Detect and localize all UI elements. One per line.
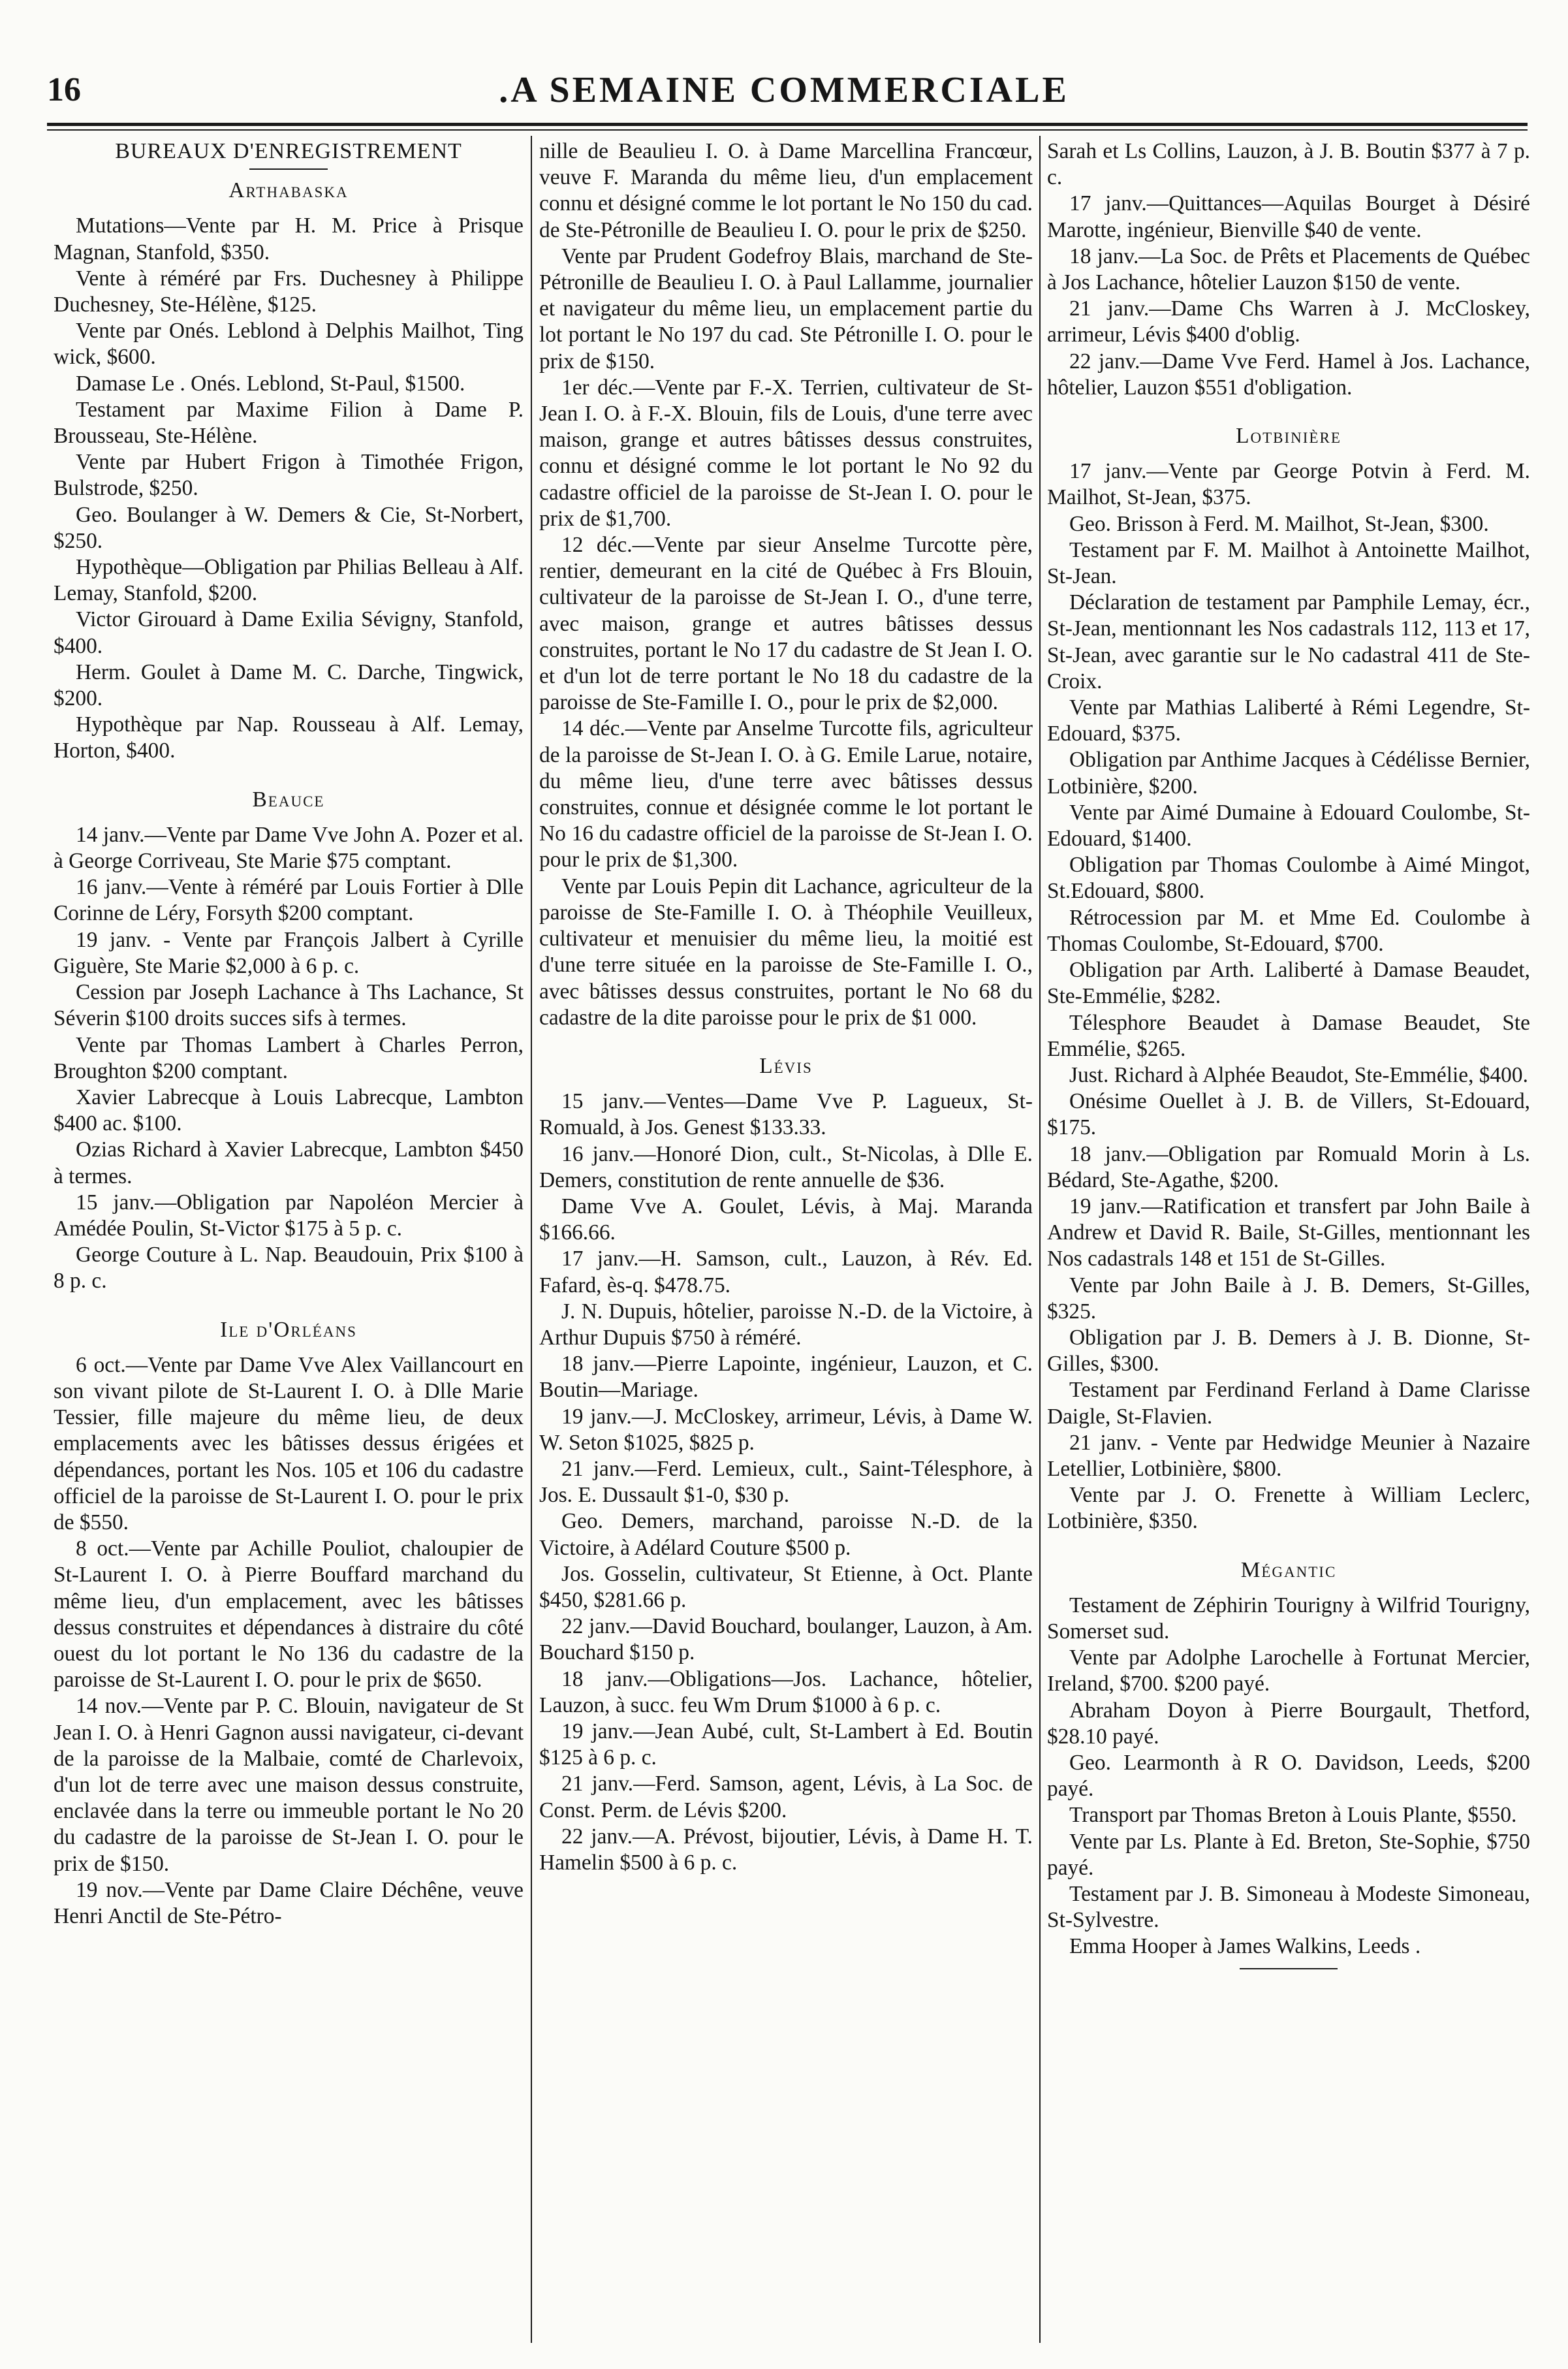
page-number: 16 <box>47 71 81 108</box>
section-heading: Lotbinière <box>1236 424 1341 449</box>
entry-paragraph: 6 oct.—Vente par Dame Vve Alex Vaillancourt en son vivant pilote de St-Laurent I. O. à Dlle Marie Tessier, fille majeure du même lieu, de deux emplacements avec les bâtisses dessus érigées et dépendances, portant les Nos. 105 et 106 du cadastre officiel de la paroisse de St-Laurent I. O. pour le prix de $550. <box>54 1352 524 1534</box>
entry-paragraph: 18 janv.—Pierre Lapointe, ingénieur, Lauzon, et C. Boutin—Mariage. <box>539 1352 1033 1403</box>
entry-paragraph: 21 janv.—Ferd. Samson, agent, Lévis, à La Soc. de Const. Perm. de Lévis $200. <box>539 1772 1033 1822</box>
entry-paragraph: 22 janv.—David Bouchard, boulanger, Lauzon, à Am. Bouchard $150 p. <box>539 1614 1033 1665</box>
entry-paragraph: Testament par F. M. Mailhot à Antoinette Mailhot, St-Jean. <box>1047 537 1530 589</box>
entry-paragraph: Vente par Thomas Lambert à Charles Perron, Broughton $200 comptant. <box>54 1032 524 1083</box>
entry-paragraph: 22 janv.—A. Prévost, bijoutier, Lévis, à Dame H. T. Hamelin $500 à 6 p. c. <box>539 1824 1033 1875</box>
entry-paragraph: Damase Le . Onés. Leblond, St-Paul, $1500. <box>76 371 465 396</box>
entry-paragraph: Geo. Learmonth à R O. Davidson, Leeds, $200 payé. <box>1047 1750 1530 1802</box>
entry-paragraph: Mutations—Vente par H. M. Price à Prisque Magnan, Stanfold, $350. <box>54 214 524 264</box>
entry-paragraph: Vente à réméré par Frs. Duchesney à Philippe Duchesney, Ste-Hélène, $125. <box>54 266 524 317</box>
title-separator <box>249 168 328 170</box>
entry-paragraph: Emma Hooper à James Walkins, Leeds . <box>1069 1934 1421 1959</box>
entry-paragraph: Dame Vve A. Goulet, Lévis, à Maj. Maranda $166.66. <box>539 1194 1033 1245</box>
entry-paragraph: 19 janv.—Ratification et transfert par John Baile à Andrew et David R. Baile, St-Gilles, mentionnant les Nos cadastrals 148 et 151 de St-Gilles. <box>1047 1194 1530 1271</box>
entry-paragraph: Just. Richard à Alphée Beaudot, Ste-Emmélie, $400. <box>1069 1062 1528 1087</box>
entry-paragraph: 15 janv.—Obligation par Napoléon Mercier à Amédée Poulin, St-Victor $175 à 5 p. c. <box>54 1190 524 1241</box>
entry-paragraph: 21 janv.—Ferd. Lemieux, cult., Saint-Télesphore, à Jos. E. Dussault $1-0, $30 p. <box>539 1456 1033 1508</box>
section-heading: Arthabaska <box>228 178 349 203</box>
column-left <box>54 138 524 2343</box>
entry-paragraph: Transport par Thomas Breton à Louis Plante, $550. <box>1069 1803 1517 1828</box>
entry-paragraph: Obligation par Anthime Jacques à Cédélisse Bernier, Lotbinière, $200. <box>1047 748 1530 799</box>
entry-paragraph: 18 janv.—La Soc. de Prêts et Placements de Québec à Jos Lachance, hôtelier Lauzon $150 de vente. <box>1047 244 1530 295</box>
entry-paragraph: Herm. Goulet à Dame M. C. Darche, Tingwick, $200. <box>54 660 524 711</box>
column-title: BUREAUX D'ENREGISTREMENT <box>115 139 462 163</box>
entry-paragraph: Vente par Aimé Dumaine à Edouard Coulombe, St-Edouard, $1400. <box>1047 800 1530 851</box>
entry-paragraph: 21 janv.—Dame Chs Warren à J. McCloskey, arrimeur, Lévis $400 d'oblig. <box>1047 296 1530 347</box>
section-heading: Lévis <box>759 1053 813 1078</box>
entry-paragraph: Geo. Demers, marchand, paroisse N.-D. de la Victoire, à Adélard Couture $500 p. <box>539 1509 1033 1560</box>
entry-paragraph: 17 janv.—Quittances—Aquilas Bourget à Désiré Marotte, ingénieur, Bienville $40 de vente. <box>1047 191 1530 242</box>
entry-paragraph: 21 janv. - Vente par Hedwidge Meunier à Nazaire Letellier, Lotbinière, $800. <box>1047 1430 1530 1481</box>
entry-paragraph: 18 janv.—Obligation par Romuald Morin à Ls. Bédard, Ste-Agathe, $200. <box>1047 1141 1530 1192</box>
entry-paragraph: Testament par Ferdinand Ferland à Dame Clarisse Daigle, St-Flavien. <box>1047 1378 1530 1429</box>
entry-paragraph: 19 janv.—Jean Aubé, cult, St-Lambert à Ed. Boutin $125 à 6 p. c. <box>539 1719 1033 1770</box>
entry-paragraph: Vente par Onés. Leblond à Delphis Mailhot, Ting wick, $600. <box>54 319 524 370</box>
entry-paragraph: Vente par Mathias Laliberté à Rémi Legendre, St-Edouard, $375. <box>1047 695 1530 746</box>
entry-paragraph: Sarah et Ls Collins, Lauzon, à J. B. Boutin $377 à 7 p. c. <box>1047 139 1530 190</box>
entry-paragraph: Vente par Hubert Frigon à Timothée Frigon, Bulstrode, $250. <box>54 450 524 501</box>
entry-paragraph: Testament par J. B. Simoneau à Modeste Simoneau, St-Sylvestre. <box>1047 1882 1530 1933</box>
entry-paragraph: Testament de Zéphirin Tourigny à Wilfrid Tourigny, Somerset sud. <box>1047 1593 1530 1644</box>
section-heading: Ile d'Orléans <box>220 1317 357 1342</box>
entry-paragraph: 17 janv.—Vente par George Potvin à Ferd. M. Mailhot, St-Jean, $375. <box>1047 459 1530 510</box>
entry-paragraph: Jos. Gosselin, cultivateur, St Etienne, à Oct. Plante $450, $281.66 p. <box>539 1561 1033 1612</box>
column-middle <box>539 138 1033 2343</box>
entry-paragraph: 14 janv.—Vente par Dame Vve John A. Pozer et al. à George Corriveau, Ste Marie $75 comptant. <box>54 822 524 874</box>
entry-paragraph: Hypothèque par Nap. Rousseau à Alf. Lemay, Horton, $400. <box>54 712 524 763</box>
column-divider-left <box>531 136 532 2343</box>
entry-paragraph: 14 nov.—Vente par P. C. Blouin, navigateur de St Jean I. O. à Henri Gagnon aussi navigateur, ci-devant de la paroisse de la Malbaie, comté de Charlevoix, d'un lot de terre avec une maison dessus construite, enclavée dans la terre ou immeuble portant le No 20 du cadastre de la paroisse de St-Jean I. O. pour le prix de $150. <box>54 1694 524 1876</box>
entry-paragraph: 19 janv. - Vente par François Jalbert à Cyrille Giguère, Ste Marie $2,000 à 6 p. c. <box>54 927 524 978</box>
header-rule-thick <box>47 123 1528 126</box>
entry-paragraph: Obligation par Thomas Coulombe à Aimé Mingot, St.Edouard, $800. <box>1047 853 1530 904</box>
entry-paragraph: 1er déc.—Vente par F.-X. Terrien, cultivateur de St-Jean I. O. à F.-X. Blouin, fils de Louis, d'une terre avec maison, grange et autres bâtisses dessus construites, connu et désigné comme le lot portant le No 92 du cadastre officiel de la paroisse de St-Jean I. O. pour le prix de $1,700. <box>539 375 1033 531</box>
entry-paragraph: Cession par Joseph Lachance à Ths Lachance, St Séverin $100 droits succes sifs à termes. <box>54 980 524 1031</box>
entry-paragraph: Vente par John Baile à J. B. Demers, St-Gilles, $325. <box>1047 1273 1530 1324</box>
entry-paragraph: Vente par Adolphe Larochelle à Fortunat Mercier, Ireland, $700. $200 payé. <box>1047 1646 1530 1696</box>
column-right <box>1047 138 1530 2343</box>
entry-paragraph: 15 janv.—Ventes—Dame Vve P. Lagueux, St-Romuald, à Jos. Genest $133.33. <box>539 1089 1033 1140</box>
page-header <box>0 0 1568 131</box>
entry-paragraph: Geo. Brisson à Ferd. M. Mailhot, St-Jean, $300. <box>1069 511 1489 536</box>
entry-paragraph: Vente par Prudent Godefroy Blais, marchand de Ste-Pétronille de Beaulieu I. O. à Paul Lallamme, journalier et navigateur du même lieu, un emplacement partie du lot portant le No 197 du cad. Ste Pétronille I. O. pour le prix de $150. <box>539 244 1033 374</box>
entry-paragraph: Xavier Labrecque à Louis Labrecque, Lambton $400 ac. $100. <box>54 1085 524 1136</box>
entry-paragraph: Victor Girouard à Dame Exilia Sévigny, Stanfold, $400. <box>54 607 524 658</box>
entry-paragraph: Rétrocession par M. et Mme Ed. Coulombe à Thomas Coulombe, St-Edouard, $700. <box>1047 905 1530 956</box>
entry-paragraph: Geo. Boulanger à W. Demers & Cie, St-Norbert, $250. <box>54 502 524 553</box>
section-heading: Mégantic <box>1240 1557 1337 1582</box>
entry-paragraph: 17 janv.—H. Samson, cult., Lauzon, à Rév. Ed. Fafard, ès-q. $478.75. <box>539 1247 1033 1297</box>
entry-paragraph: 16 janv.—Honoré Dion, cult., St-Nicolas, à Dlle E. Demers, constitution de rente annuelle de $36. <box>539 1141 1033 1192</box>
entry-paragraph: Testament par Maxime Filion à Dame P. Brousseau, Ste-Hélène. <box>54 397 524 449</box>
entry-paragraph: Vente par Louis Pepin dit Lachance, agriculteur de la paroisse de Ste-Famille I. O. à Théophile Veuilleux, cultivateur et menuisier du même lieu, la moitié est d'une terre située en la paroisse de Ste-Famille I. O., avec bâtisses dessus construites, portant le No 68 du cadastre de la dite paroisse pour le prix de $1 000. <box>539 874 1033 1030</box>
entry-paragraph: 19 janv.—J. McCloskey, arrimeur, Lévis, à Dame W. W. Seton $1025, $825 p. <box>539 1404 1033 1455</box>
entry-paragraph: nille de Beaulieu I. O. à Dame Marcellina Francœur, veuve F. Maranda du même lieu, d'un emplacement connu et désigné comme le lot portant le No 150 du cad. de Ste-Pétronille de Beaulieu I. O. pour le prix de $250. <box>539 139 1033 242</box>
entry-paragraph: Ozias Richard à Xavier Labrecque, Lambton $450 à termes. <box>54 1137 524 1188</box>
entry-paragraph: 14 déc.—Vente par Anselme Turcotte fils, agriculteur de la paroisse de St-Jean I. O. à G. Emile Larue, notaire, du même lieu, d'une terre avec bâtisses dessus construites, connue et désignée comme le lot portant le No 16 du cadastre officiel de la paroisse de St-Jean I. O. pour le prix de $1,300. <box>539 716 1033 872</box>
entry-paragraph: 12 déc.—Vente par sieur Anselme Turcotte père, rentier, demeurant en la cité de Québec à Frs Blouin, cultivateur de la paroisse de St-Jean I. O., d'une terre, avec maison, grange et autres bâtisses dessus construites, portant le No 17 du cadastre de St Jean I. O. et d'un lot de terre portant le No 18 du cadastre de la paroisse de Ste-Famille I. O., pour le prix de $2,000. <box>539 533 1033 715</box>
entry-paragraph: 16 janv.—Vente à réméré par Louis Fortier à Dlle Corinne de Léry, Forsyth $200 comptant. <box>54 875 524 926</box>
entry-paragraph: Vente par J. O. Frenette à William Leclerc, Lotbinière, $350. <box>1047 1483 1530 1534</box>
header-rule-thin <box>47 129 1528 131</box>
entry-paragraph: J. N. Dupuis, hôtelier, paroisse N.-D. de la Victoire, à Arthur Dupuis $750 à réméré. <box>539 1299 1033 1350</box>
entry-paragraph: 18 janv.—Obligations—Jos. Lachance, hôtelier, Lauzon, à succ. feu Wm Drum $1000 à 6 p. c. <box>539 1666 1033 1717</box>
entry-paragraph: Hypothèque—Obligation par Philias Belleau à Alf. Lemay, Stanfold, $200. <box>54 555 524 606</box>
entry-paragraph: 19 nov.—Vente par Dame Claire Déchêne, veuve Henri Anctil de Ste-Pétro- <box>54 1877 524 1928</box>
end-rule <box>1240 1968 1338 1969</box>
entry-paragraph: George Couture à L. Nap. Beaudouin, Prix $100 à 8 p. c. <box>54 1243 524 1294</box>
entry-paragraph: Obligation par Arth. Laliberté à Damase Beaudet, Ste-Emmélie, $282. <box>1047 958 1530 1009</box>
entry-paragraph: Obligation par J. B. Demers à J. B. Dionne, St-Gilles, $300. <box>1047 1325 1530 1376</box>
entry-paragraph: Abraham Doyon à Pierre Bourgault, Thetford, $28.10 payé. <box>1047 1698 1530 1749</box>
entry-paragraph: Télesphore Beaudet à Damase Beaudet, Ste Emmélie, $265. <box>1047 1010 1530 1061</box>
entry-paragraph: 8 oct.—Vente par Achille Pouliot, chaloupier de St-Laurent I. O. à Pierre Bouffard marchand du même lieu, d'un emplacement, avec les bâtisses dessus construites et dépendances à distraire du côté ouest du lot portant le No 136 du cadastre de la paroisse de St-Laurent I. O. pour le prix de $650. <box>54 1536 524 1693</box>
entry-paragraph: Onésime Ouellet à J. B. de Villers, St-Edouard, $175. <box>1047 1089 1530 1140</box>
entry-paragraph: Déclaration de testament par Pamphile Lemay, écr., St-Jean, mentionnant les Nos cadastrals 112, 113 et 17, St-Jean, avec garantie sur le No cadastral 411 de Ste-Croix. <box>1047 590 1530 693</box>
newspaper-title: .A SEMAINE COMMERCIALE <box>499 70 1069 110</box>
entry-paragraph: 22 janv.—Dame Vve Ferd. Hamel à Jos. Lachance, hôtelier, Lauzon $551 d'obligation. <box>1047 349 1530 400</box>
section-heading: Beauce <box>252 787 325 812</box>
entry-paragraph: Vente par Ls. Plante à Ed. Breton, Ste-Sophie, $750 payé. <box>1047 1829 1530 1880</box>
column-divider-right <box>1039 136 1041 2343</box>
